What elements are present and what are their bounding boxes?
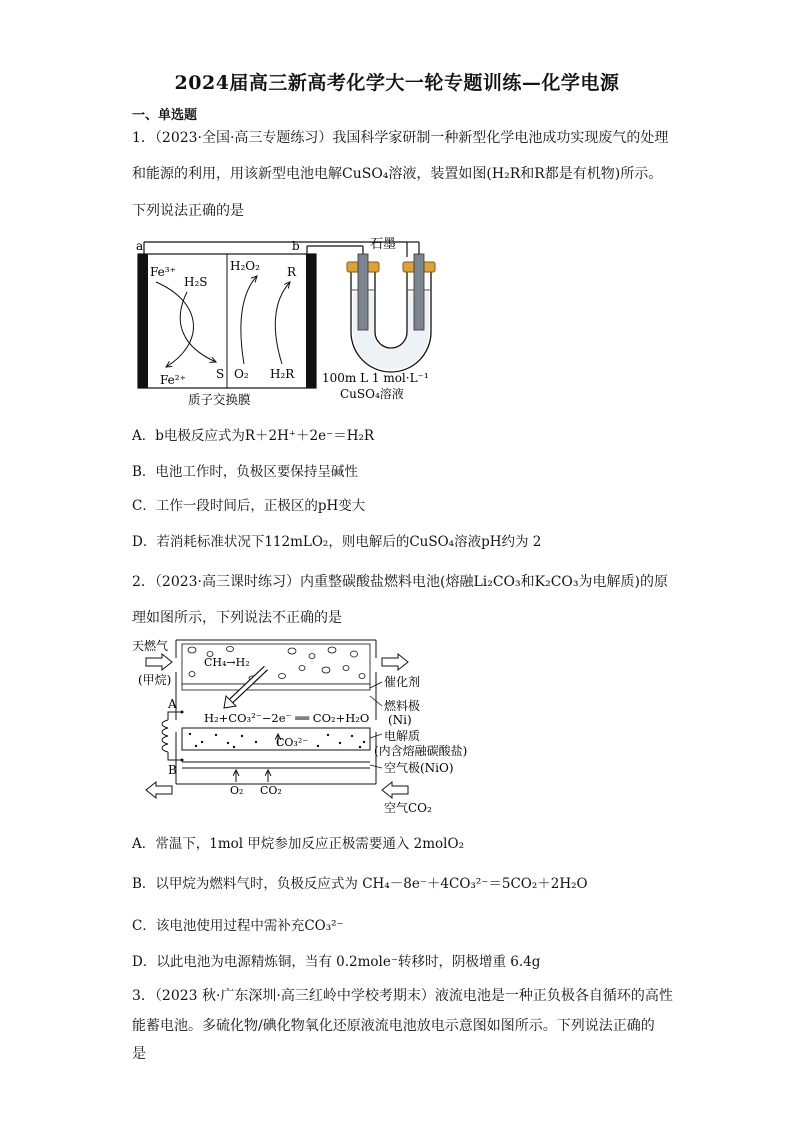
- q2-option-c[interactable]: C．该电池使用过程中需补充CO₃²⁻: [132, 918, 344, 934]
- label-membrane: 质子交换膜: [188, 392, 251, 407]
- air-outlet-arrow: [146, 782, 172, 798]
- q1-option-b[interactable]: B．电池工作时，负极区要保持呈碱性: [132, 464, 358, 480]
- label-fe2: Fe²⁺: [160, 373, 186, 387]
- q2-option-a[interactable]: A．常温下，1mol 甲烷参加反应正极需要通入 2molO₂: [132, 836, 464, 852]
- label-co2-in: CO₂: [260, 784, 282, 797]
- label-molten-carbonate: (内含熔融碳酸盐): [374, 744, 468, 758]
- q1-line3: 下列说法正确的是: [132, 203, 244, 219]
- label-h2s: H₂S: [184, 275, 208, 289]
- label-fe3: Fe³⁺: [150, 265, 176, 279]
- label-b: b: [292, 239, 300, 253]
- q1-line1: 1．（2023·全国·高三专题练习）我国科学家研制一种新型化学电池成功实现废气的处理: [132, 130, 669, 146]
- q1-battery-diagram: [132, 232, 462, 412]
- label-o2: O₂: [234, 367, 249, 381]
- q2-option-d[interactable]: D．以此电池为电源精炼铜，当有 0.2mole⁻转移时，阴极增重 6.4g: [132, 954, 541, 970]
- label-air-co2: 空气CO₂: [384, 801, 432, 815]
- label-solution-name: CuSO₄溶液: [340, 387, 404, 401]
- label-o2-in: O₂: [230, 784, 244, 797]
- q1-option-d[interactable]: D．若消耗标准状况下112mLO₂，则电解后的CuSO₄溶液pH约为 2: [132, 534, 542, 550]
- q2-fuel-cell-diagram: [132, 636, 472, 816]
- label-air-pole: 空气极(NiO): [384, 761, 454, 775]
- label-terminal-a: A: [168, 697, 177, 711]
- label-a: a: [136, 239, 144, 253]
- section-heading: 一、单选题: [132, 108, 198, 123]
- label-h2r: H₂R: [270, 367, 295, 381]
- q2-line2: 理如图所示，下列说法不正确的是: [132, 610, 342, 626]
- q1-option-c[interactable]: C．工作一段时间后，正极区的pH变大: [132, 498, 366, 514]
- q1-line2: 和能源的利用，用该新型电池电解CuSO₄溶液，装置如图(H₂R和R都是有机物)所示。: [132, 166, 663, 182]
- label-anode-reaction: H₂+CO₃²⁻−2e⁻ ══ CO₂+H₂O: [204, 711, 370, 725]
- page-title: 2024届高三新高考化学大一轮专题训练—化学电源: [174, 72, 620, 94]
- load-coil: [162, 720, 168, 752]
- gas-outlet-arrow: [382, 654, 408, 670]
- label-s: S: [216, 367, 225, 381]
- gas-inlet-arrow: [146, 654, 172, 670]
- q1-option-a[interactable]: A．b电极反应式为R＋2H⁺＋2e⁻＝H₂R: [132, 428, 375, 444]
- label-catalyst: 催化剂: [384, 675, 421, 689]
- label-graphite: 石墨: [370, 237, 397, 252]
- q2-option-b[interactable]: B．以甲烷为燃料气时，负极反应式为 CH₄－8e⁻＋4CO₃²⁻＝5CO₂＋2H₂O: [132, 876, 588, 892]
- label-solution-conc: 100m L 1 mol·L⁻¹: [322, 371, 429, 385]
- label-fuel-pole: 燃料极: [384, 699, 421, 713]
- label-terminal-b: B: [168, 763, 177, 777]
- q2-line1: 2．（2023·高三课时练习）内重整碳酸盐燃料电池(熔融Li₂CO₃和K₂CO₃为电解质)的原: [132, 574, 668, 590]
- q3-line1: 3．（2023 秋·广东深圳·高三红岭中学校考期末）液流电池是一种正负极各自循环的高性: [132, 988, 673, 1004]
- label-methane: (甲烷): [138, 673, 172, 687]
- label-electrolyte: 电解质: [384, 729, 421, 743]
- label-carbonate-ion: CO₃²⁻: [276, 736, 309, 749]
- label-h2o2: H₂O₂: [230, 259, 260, 273]
- label-reforming: CH₄→H₂: [204, 656, 250, 669]
- q3-line3: 是: [132, 1046, 146, 1062]
- q3-line2: 能蓄电池。多硫化物/碘化物氧化还原液流电池放电示意图如图所示。下列说法正确的: [132, 1018, 655, 1034]
- label-ni: (Ni): [388, 713, 412, 727]
- label-natural-gas: 天燃气: [132, 639, 169, 653]
- electrode-b: [306, 254, 316, 388]
- air-inlet-arrow: [382, 782, 408, 798]
- label-r: R: [287, 265, 297, 279]
- electrode-a: [138, 254, 148, 388]
